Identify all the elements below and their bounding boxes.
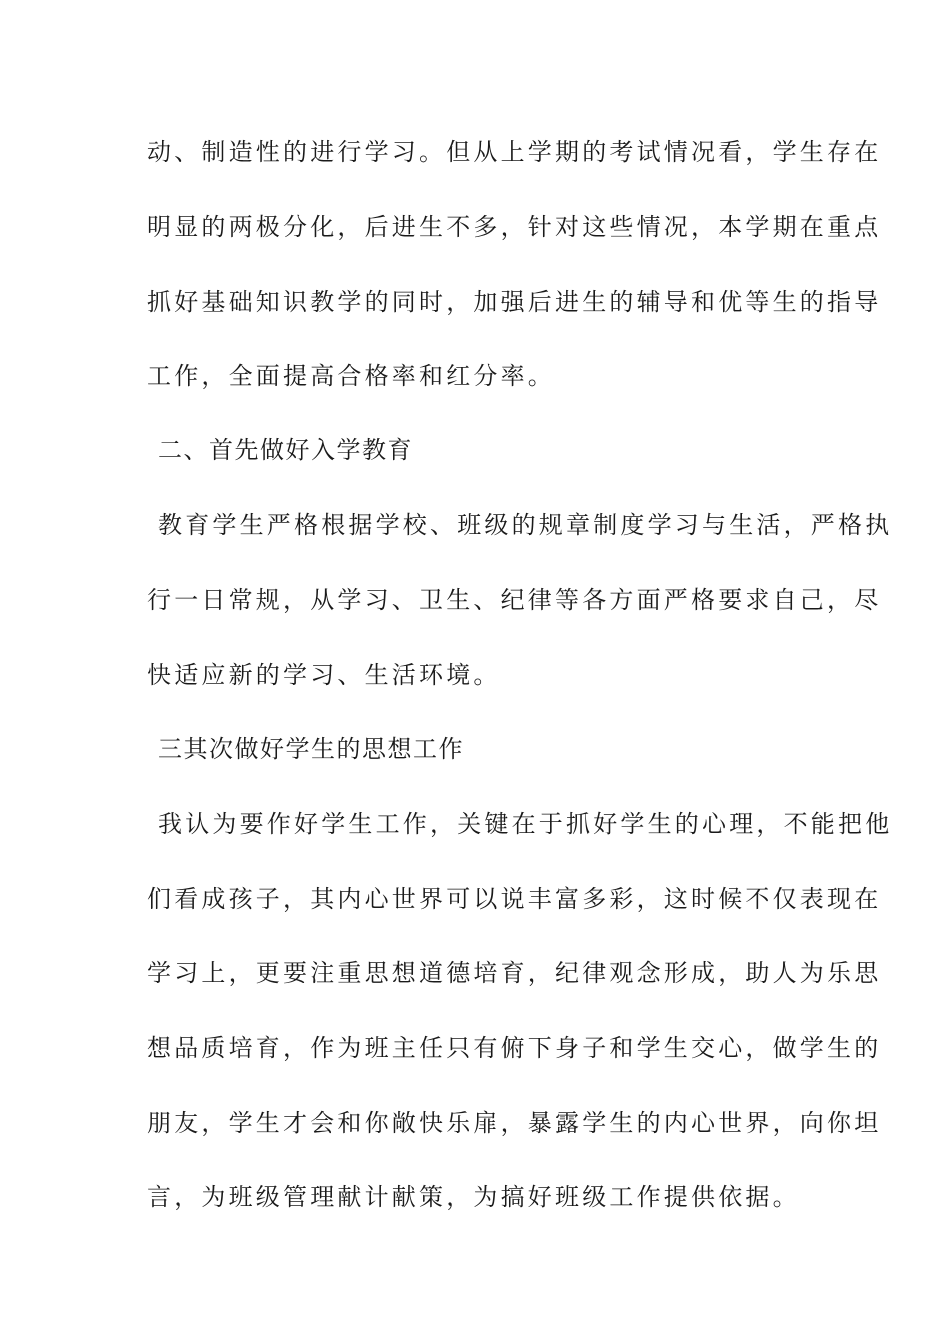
paragraph-line: 明显的两极分化，后进生不多，针对这些情况，本学期在重点	[147, 213, 882, 241]
paragraph-line: 学习上，更要注重思想道德培育，纪律观念形成，助人为乐思	[147, 959, 882, 987]
paragraph-line: 言，为班级管理献计献策，为搞好班级工作提供依据。	[147, 1183, 800, 1211]
paragraph-line: 动、制造性的进行学习。但从上学期的考试情况看，学生存在	[147, 138, 882, 166]
paragraph-line: 行一日常规，从学习、卫生、纪律等各方面严格要求自己，尽	[147, 586, 882, 614]
section-heading: 二、首先做好入学教育	[158, 436, 413, 464]
section-heading: 三其次做好学生的思想工作	[158, 735, 464, 763]
paragraph-line: 快适应新的学习、生活环境。	[147, 661, 501, 689]
paragraph-line: 工作，全面提高合格率和红分率。	[147, 362, 555, 390]
paragraph-line: 抓好基础知识教学的同时，加强后进生的辅导和优等生的指导	[147, 288, 882, 316]
paragraph-line: 我认为要作好学生工作，关键在于抓好学生的心理，不能把他	[158, 810, 893, 838]
paragraph-line: 教育学生严格根据学校、班级的规章制度学习与生活，严格执	[158, 511, 893, 539]
paragraph-line: 们看成孩子，其内心世界可以说丰富多彩，这时候不仅表现在	[147, 885, 882, 913]
paragraph-line: 想品质培育，作为班主任只有俯下身子和学生交心，做学生的	[147, 1034, 882, 1062]
paragraph-line: 朋友，学生才会和你敞快乐扉，暴露学生的内心世界，向你坦	[147, 1109, 882, 1137]
